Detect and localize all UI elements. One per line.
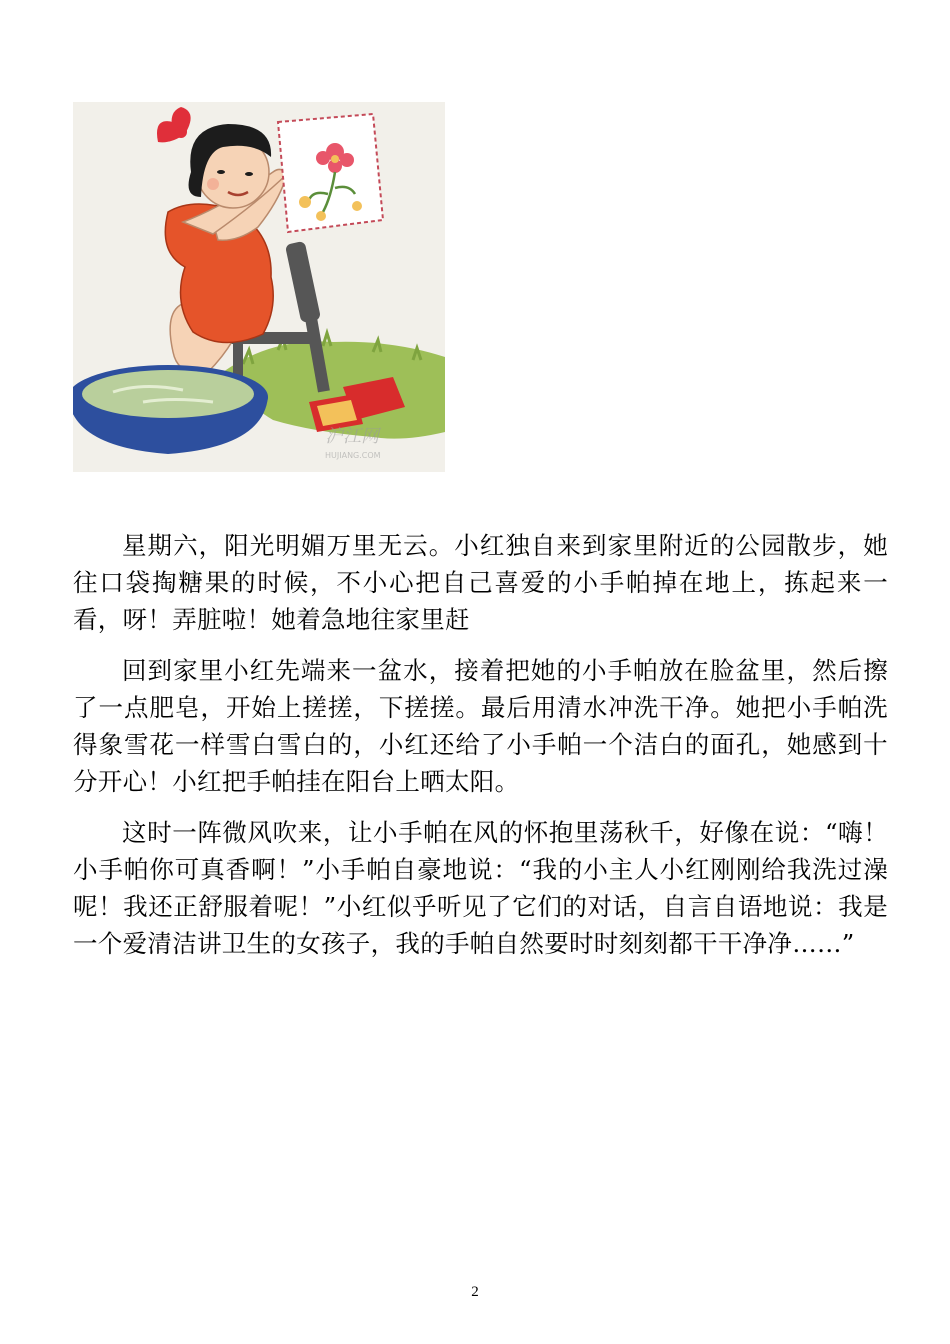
paragraph: 星期六，阳光明媚万里无云。小红独自来到家里附近的公园散步，她往口袋掏糖果的时候，不小心把自己喜爱的小手帕掉在地上，拣起来一看，呀！弄脏啦！她着急地往家里赶 [73, 531, 888, 634]
page-number: 2 [471, 1284, 479, 1300]
story-illustration [73, 102, 445, 472]
paragraph: 这时一阵微风吹来，让小手帕在风的怀抱里荡秋千，好像在说：“嗨！小手帕你可真香啊！”小手帕自豪地说：“我的小主人小红刚刚给我洗过澡呢！我还正舒服着呢！”小红似乎听见了它们的对话，自言自语地说：我是一个爱清洁讲卫生的女孩子，我的手帕自然要时时刻刻都干干净净……” [73, 818, 888, 958]
svg-text:HUJIANG.COM: HUJIANG.COM [325, 451, 381, 460]
handkerchief [278, 114, 383, 232]
story-text [73, 527, 888, 976]
watermark [325, 426, 382, 460]
svg-text:沪江网: 沪江网 [325, 426, 379, 447]
paragraph: 回到家里小红先端来一盆水，接着把她的小手帕放在脸盆里，然后擦了一点肥皂，开始上搓搓，下搓搓。最后用清水冲洗干净。她把小手帕洗得象雪花一样雪白雪白的，小红还给了小手帕一个洁白的面孔，她感到十分开心！小红把手帕挂在阳台上晒太阳。 [73, 656, 888, 796]
girl-washing-handkerchief-picture [73, 102, 445, 472]
